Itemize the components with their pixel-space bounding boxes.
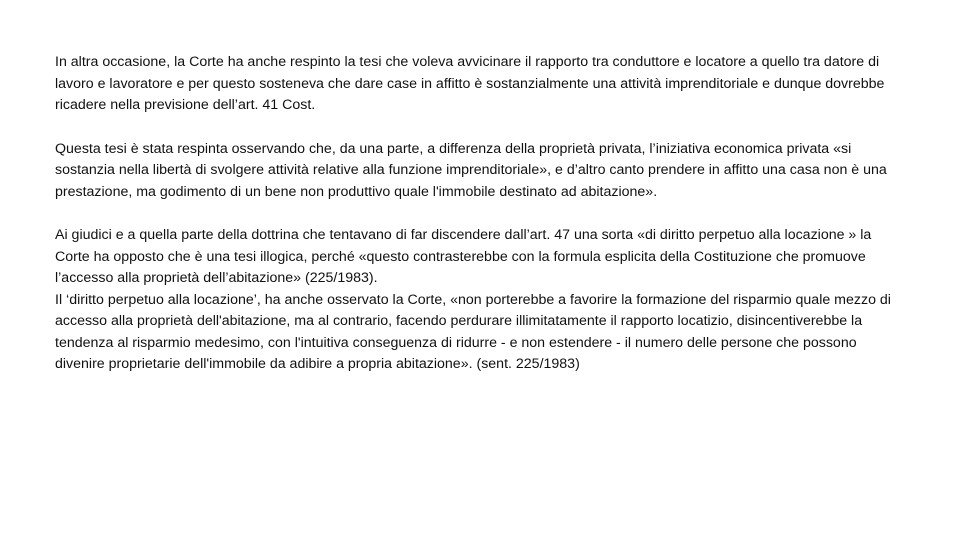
paragraph-art-41: [55, 52, 905, 117]
p3-intro: Ai giudici e a quella parte della dottrina che tentavano di far discendere dall’art. 47 una sorta: [55, 227, 638, 243]
slide-body: [55, 52, 905, 376]
paragraph-art-47: [55, 225, 905, 376]
p3-perpetual-right: Il ‘diritto perpetuo alla locazione’, ha anche osservato la Corte, «non porterebbe a favorire la formazione del risparmio quale mezzo di accesso alla proprietà dell'abitazione, ma al contrario, facendo perdurare illimitatamente il rapporto locatizio, disincentiverebbe la tendenza al risparmio medesimo, con l'intuitiva conseguenza di ridurre - e non estendere - il numero delle persone che possono divenire proprietarie dell'immobile da adibire a propria abitazione». (sent. 225/1983): [55, 291, 891, 372]
p1-thesis: respinto la tesi che voleva avvicinare il rapporto tra conduttore e locatore a quello tra datore di lavoro e lavoratore e per questo sosteneva che dare case in affitto è sostanzialmente una attività imprenditoriale e dunque dovrebbe ricadere nella previsione dell’art. 41 Cost: [55, 54, 885, 113]
paragraph-rejection: [55, 139, 905, 204]
p1-intro: In altra occasione, la Corte ha anche: [55, 54, 291, 70]
p3-opposed: la Corte ha opposto che: [55, 227, 872, 265]
p1-end: .: [311, 97, 316, 113]
p3-quote: «di diritto perpetuo alla locazione »: [637, 227, 861, 243]
p3-illogical: è una tesi illogica, perché «questo contrasterebbe con la formula esplicita della Costituzione che promuove l’accesso alla proprietà dell’abitazione» (225/1983).: [55, 248, 866, 286]
p2-text: Questa tesi è stata respinta osservando che, da una parte, a differenza della proprietà privata, l’iniziativa economica privata «si sostanzia nella libertà di svolgere attività relative alla funzione imprenditoriale», e d’altro canto prendere in affitto una casa non è una prestazione, ma godimento di un bene non produttivo quale l'immobile destinato ad abitazione».: [55, 140, 887, 200]
